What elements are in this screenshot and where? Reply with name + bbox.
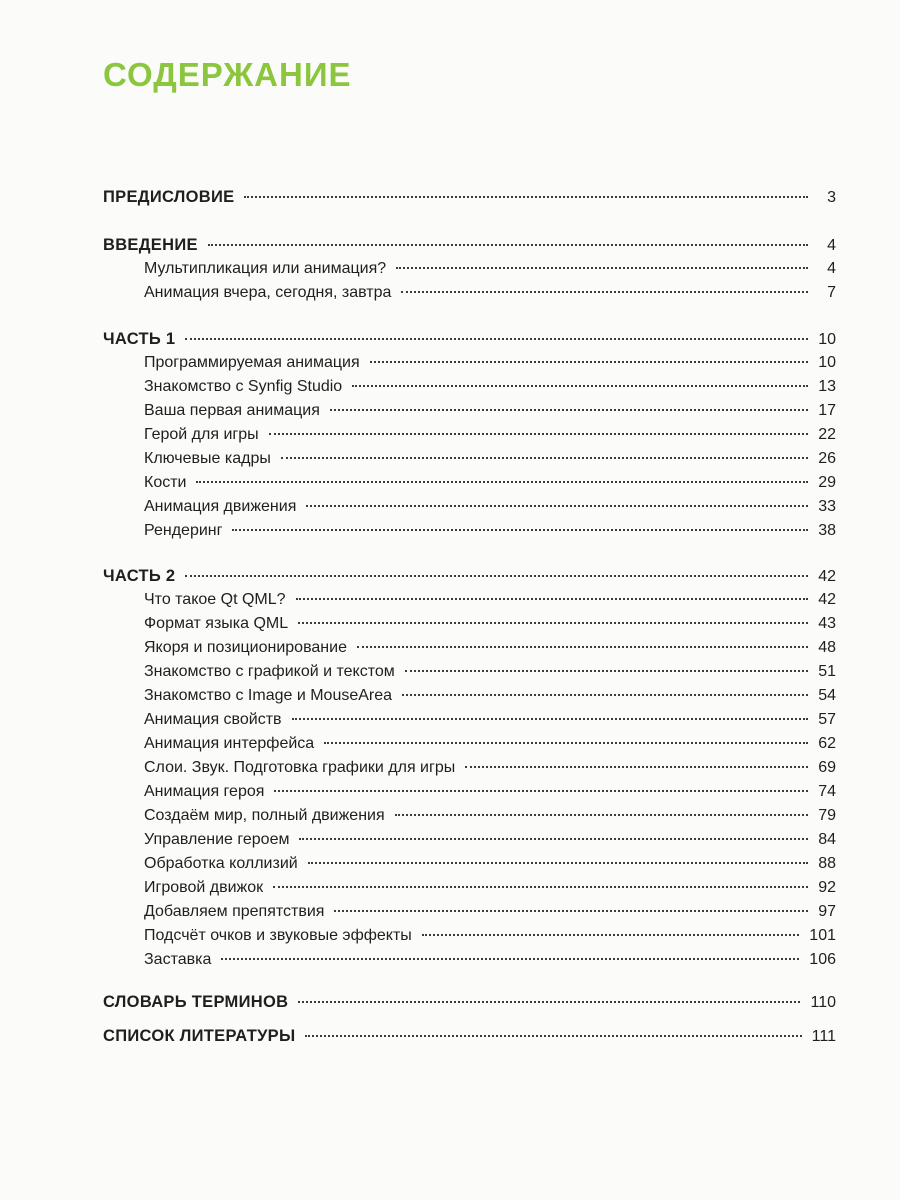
toc-entry-title: Подсчёт очков и звуковые эффекты (144, 927, 412, 944)
toc-entry-title: Игровой движок (144, 879, 264, 896)
toc-page-number: 57 (818, 711, 836, 728)
toc-page-number: 42 (818, 591, 836, 608)
toc-entry (144, 474, 836, 498)
dot-leader (402, 694, 808, 696)
dot-leader (296, 598, 808, 600)
toc-entry-title: Программируемая анимация (144, 354, 360, 371)
toc-page-number: 7 (827, 284, 836, 301)
dot-leader (185, 575, 808, 577)
toc-entry (144, 498, 836, 522)
toc-page-number: 38 (818, 522, 836, 539)
dot-leader (196, 481, 808, 483)
toc-entry (144, 615, 836, 639)
toc-page-number: 101 (809, 927, 836, 944)
toc-page-number: 10 (818, 354, 836, 371)
toc-entry (144, 450, 836, 474)
toc-entry-title: Обработка коллизий (144, 855, 298, 872)
toc-page-number: 13 (818, 378, 836, 395)
toc-entry-title: Знакомство с Image и MouseArea (144, 687, 393, 704)
toc-page-number: 42 (818, 568, 836, 585)
toc-page-number: 74 (818, 783, 836, 800)
toc-page-number: 43 (818, 615, 836, 632)
toc-entry (144, 522, 836, 546)
toc-page-number: 51 (818, 663, 836, 680)
toc-entry-title: Рендеринг (144, 522, 223, 539)
toc-page-number: 33 (818, 498, 836, 515)
dot-leader (274, 790, 808, 792)
dot-leader (396, 267, 808, 269)
toc-page-number: 4 (827, 237, 836, 254)
toc-entry (144, 378, 836, 402)
toc-entry (144, 951, 836, 975)
dot-leader (298, 1001, 800, 1003)
toc-page-number: 62 (818, 735, 836, 752)
toc-entry-title: Кости (144, 474, 187, 491)
toc-page-number: 111 (811, 1028, 836, 1045)
dot-leader (232, 529, 808, 531)
dot-leader (298, 622, 808, 624)
toc-entry (144, 591, 836, 615)
dot-leader (465, 766, 808, 768)
toc-page-number: 4 (827, 260, 836, 277)
toc-page-number: 84 (818, 831, 836, 848)
toc-entry-title: ЧАСТЬ 1 (103, 330, 176, 348)
toc-entry-title: Добавляем препятствия (144, 903, 325, 920)
toc-page-number: 88 (818, 855, 836, 872)
dot-leader (244, 196, 808, 198)
toc-entry-title: СЛОВАРЬ ТЕРМИНОВ (103, 993, 289, 1011)
toc-entry-title: Управление героем (144, 831, 290, 848)
toc-page-number: 106 (809, 951, 836, 968)
toc-entry (144, 879, 836, 903)
toc-entry (144, 807, 836, 831)
toc-entry (144, 927, 836, 951)
toc-entry (144, 831, 836, 855)
dot-leader (306, 505, 808, 507)
toc-entry (144, 759, 836, 783)
dot-leader (405, 670, 808, 672)
dot-leader (357, 646, 808, 648)
toc-page-number: 92 (818, 879, 836, 896)
toc-entry (144, 903, 836, 927)
toc-entry-title: Что такое Qt QML? (144, 591, 286, 608)
toc-page-number: 97 (818, 903, 836, 920)
dot-leader (395, 814, 808, 816)
toc-page-number: 26 (818, 450, 836, 467)
toc-entry-title: Создаём мир, полный движения (144, 807, 385, 824)
toc-entry-title: Знакомство с Synfig Studio (144, 378, 343, 395)
toc-entry-title: СПИСОК ЛИТЕРАТУРЫ (103, 1027, 296, 1045)
toc-entry (144, 711, 836, 735)
dot-leader (308, 862, 808, 864)
toc-page-number: 10 (818, 331, 836, 348)
toc-section (103, 993, 836, 1017)
dot-leader (352, 385, 808, 387)
toc-section (103, 567, 836, 591)
toc-entry-title: Анимация героя (144, 783, 265, 800)
toc-entry-title: Формат языка QML (144, 615, 289, 632)
toc-entry-title: Герой для игры (144, 426, 259, 443)
toc-entry (144, 260, 836, 284)
toc-entry-title: Заставка (144, 951, 212, 968)
toc-entry-title: ВВЕДЕНИЕ (103, 236, 198, 254)
toc-entry-title: Ключевые кадры (144, 450, 271, 467)
toc-entry (144, 663, 836, 687)
toc-section (103, 330, 836, 354)
toc-page-number: 69 (818, 759, 836, 776)
toc-page-number: 48 (818, 639, 836, 656)
toc-page-number: 22 (818, 426, 836, 443)
toc-entry-title: ЧАСТЬ 2 (103, 567, 176, 585)
dot-leader (273, 886, 808, 888)
dot-leader (292, 718, 808, 720)
toc-page-number: 29 (818, 474, 836, 491)
toc-entry-title: Анимация движения (144, 498, 297, 515)
dot-leader (370, 361, 808, 363)
toc-page-number: 17 (818, 402, 836, 419)
toc-section (103, 236, 836, 260)
toc-entry (144, 855, 836, 879)
dot-leader (401, 291, 808, 293)
toc-page-number: 110 (810, 994, 836, 1011)
toc-entry (144, 687, 836, 711)
toc-entry-title: Анимация вчера, сегодня, завтра (144, 284, 392, 301)
toc-section (103, 188, 836, 212)
toc-entry-title: Анимация свойств (144, 711, 282, 728)
toc-page-number: 79 (818, 807, 836, 824)
toc-page-number: 54 (818, 687, 836, 704)
dot-leader (185, 338, 808, 340)
toc-entry (144, 783, 836, 807)
dot-leader (208, 244, 808, 246)
dot-leader (221, 958, 799, 960)
dot-leader (299, 838, 808, 840)
dot-leader (334, 910, 808, 912)
toc-entry-title: Якоря и позиционирование (144, 639, 347, 656)
toc-entry (144, 402, 836, 426)
toc-entry-title: Слои. Звук. Подготовка графики для игры (144, 759, 456, 776)
toc-entry-title: Мультипликация или анимация? (144, 260, 387, 277)
toc-entry-title: Ваша первая анимация (144, 402, 320, 419)
toc-entry-title: Анимация интерфейса (144, 735, 315, 752)
toc-entry (144, 284, 836, 308)
page-title: СОДЕРЖАНИЕ (103, 56, 352, 93)
toc-section (103, 1027, 836, 1051)
toc-entry-title: ПРЕДИСЛОВИЕ (103, 188, 235, 206)
toc-page-number: 3 (827, 189, 836, 206)
dot-leader (422, 934, 799, 936)
toc-entry (144, 354, 836, 378)
dot-leader (281, 457, 808, 459)
dot-leader (330, 409, 808, 411)
dot-leader (324, 742, 808, 744)
dot-leader (269, 433, 808, 435)
toc-entry (144, 639, 836, 663)
dot-leader (305, 1035, 801, 1037)
toc-entry-title: Знакомство с графикой и текстом (144, 663, 395, 680)
toc-entry (144, 426, 836, 450)
toc-entry (144, 735, 836, 759)
